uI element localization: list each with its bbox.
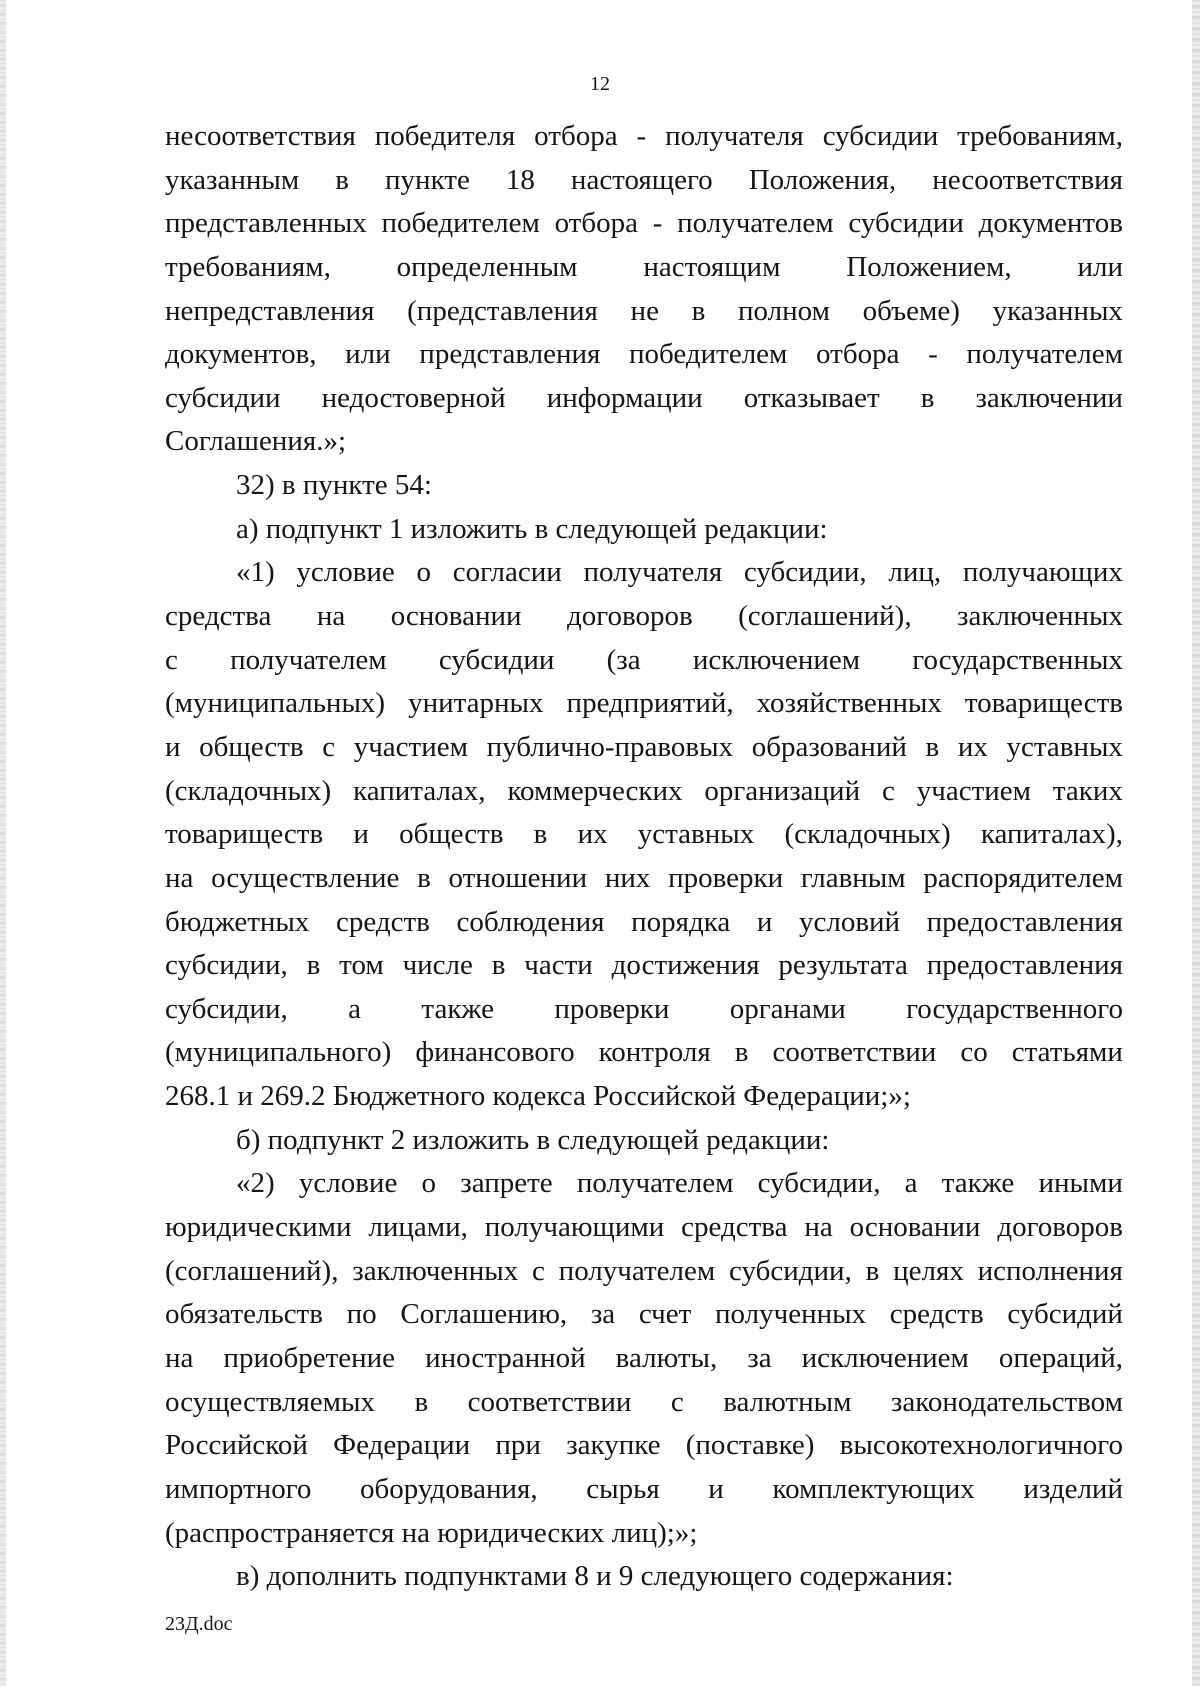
word: победителя bbox=[374, 120, 516, 152]
word: полном bbox=[738, 294, 830, 327]
word: исключением bbox=[801, 1341, 969, 1374]
word: в bbox=[491, 949, 506, 982]
word: комплектующих bbox=[772, 1472, 975, 1505]
word: государственного bbox=[906, 992, 1123, 1025]
word: изделий bbox=[1023, 1472, 1123, 1505]
word: проверки bbox=[554, 992, 670, 1025]
word: средства bbox=[681, 1211, 788, 1244]
word: Соглашению, bbox=[400, 1298, 568, 1331]
word: основании bbox=[849, 1211, 981, 1244]
word: - bbox=[652, 207, 663, 240]
word: высокотехнологичного bbox=[839, 1429, 1123, 1462]
word: уставных bbox=[1006, 730, 1123, 763]
text-line bbox=[165, 1381, 1123, 1425]
text-line bbox=[165, 115, 1123, 159]
word: настоящего bbox=[570, 163, 713, 196]
text-line bbox=[165, 1337, 1123, 1381]
word: субсидии, bbox=[757, 1167, 881, 1200]
word: договоров bbox=[567, 600, 693, 633]
word: в bbox=[417, 861, 431, 894]
word: субсидии, bbox=[165, 949, 288, 982]
word: с bbox=[165, 643, 178, 676]
word: таких bbox=[1052, 774, 1123, 807]
word: финансового bbox=[415, 1036, 575, 1069]
word: основании bbox=[390, 600, 522, 633]
word: получателя bbox=[665, 120, 804, 152]
word: отбора bbox=[534, 120, 618, 152]
word: согласии bbox=[452, 556, 562, 589]
word: субсидии, bbox=[743, 556, 867, 589]
word: средств bbox=[336, 905, 430, 938]
word: том bbox=[339, 949, 384, 982]
word: осуществление bbox=[211, 861, 400, 894]
word: (соглашений), bbox=[738, 600, 912, 633]
word: условий bbox=[798, 905, 901, 938]
word: уставных bbox=[637, 818, 755, 851]
word: несоответствия bbox=[932, 163, 1123, 196]
word: представления bbox=[419, 338, 601, 371]
word: Положения, bbox=[748, 163, 897, 196]
word: в bbox=[925, 730, 940, 763]
footer-filename: 23Д.doc bbox=[165, 1613, 233, 1635]
word: полученных bbox=[715, 1298, 867, 1331]
word: а bbox=[348, 992, 362, 1025]
word: на bbox=[804, 1211, 833, 1244]
word: отказывает bbox=[743, 381, 880, 414]
word: недостоверной bbox=[321, 381, 506, 414]
word: их bbox=[957, 730, 988, 763]
word: информации bbox=[546, 381, 703, 414]
word: лиц, bbox=[888, 556, 942, 589]
word: документов bbox=[978, 207, 1123, 240]
text-line bbox=[165, 1162, 1123, 1206]
word: публично-правовых bbox=[486, 730, 734, 763]
word: по bbox=[346, 1298, 377, 1331]
word: со bbox=[960, 1036, 988, 1069]
word: и bbox=[165, 730, 181, 763]
word: требованиям, bbox=[165, 250, 331, 283]
text-line bbox=[165, 377, 1123, 421]
text-line bbox=[165, 944, 1123, 988]
word: сырья bbox=[586, 1472, 660, 1505]
word: унитарных bbox=[408, 687, 544, 720]
word: с bbox=[670, 1385, 684, 1418]
word: организаций bbox=[704, 774, 861, 807]
word: (представления bbox=[407, 294, 598, 327]
word: средства bbox=[165, 600, 272, 633]
word: целях bbox=[893, 1254, 964, 1287]
word: (складочных) bbox=[784, 818, 951, 851]
word: обществ bbox=[199, 730, 304, 763]
word: (соглашений), bbox=[165, 1254, 339, 1287]
text-line bbox=[165, 1031, 1123, 1075]
word: и bbox=[708, 1472, 724, 1505]
text-line bbox=[165, 901, 1123, 945]
scan-edge-left bbox=[0, 0, 6, 1686]
word: на bbox=[165, 1341, 194, 1374]
word: исключением bbox=[692, 643, 861, 676]
text-line bbox=[165, 290, 1123, 334]
word: с bbox=[322, 730, 336, 763]
word: исполнения bbox=[977, 1254, 1123, 1287]
word: документов, bbox=[165, 338, 317, 371]
word: в bbox=[335, 163, 349, 196]
word: получателем bbox=[966, 338, 1123, 371]
word: с bbox=[882, 774, 895, 807]
word: заключении bbox=[975, 381, 1123, 414]
word: коммерческих bbox=[507, 774, 683, 807]
word: в bbox=[533, 818, 548, 851]
word: субсидии, bbox=[729, 1254, 852, 1287]
text-line bbox=[165, 1424, 1123, 1468]
word: субсидии bbox=[165, 381, 281, 414]
text-line bbox=[165, 1468, 1123, 1512]
word: бюджетных bbox=[165, 905, 310, 938]
word: предприятий, bbox=[566, 687, 734, 720]
word: получателем bbox=[576, 1167, 734, 1200]
word: образований bbox=[751, 730, 907, 763]
word: непредставления bbox=[165, 294, 375, 327]
word: юридическими bbox=[165, 1211, 352, 1244]
word: (муниципальных) bbox=[165, 687, 386, 720]
word: победителем bbox=[629, 338, 788, 371]
word: также bbox=[421, 992, 494, 1025]
text-line: Соглашения.»; bbox=[165, 425, 346, 458]
word: 18 bbox=[505, 163, 535, 196]
word: органами bbox=[729, 992, 846, 1025]
word: получателем bbox=[677, 207, 834, 240]
word: заключенных bbox=[957, 600, 1123, 633]
text-line: а) подпункт 1 изложить в следующей редакции: bbox=[236, 512, 828, 545]
text-line bbox=[165, 159, 1123, 203]
word: капиталах), bbox=[980, 818, 1123, 851]
word: определенным bbox=[396, 250, 578, 283]
text-line bbox=[165, 333, 1123, 377]
word: субсидий bbox=[1007, 1298, 1123, 1331]
word: результата bbox=[778, 949, 908, 982]
word: части bbox=[524, 949, 593, 982]
word: счет bbox=[638, 1298, 692, 1331]
word: субсидии bbox=[822, 120, 939, 152]
word: условие bbox=[296, 556, 395, 589]
page-number: 12 bbox=[590, 73, 610, 95]
word: отбора bbox=[554, 207, 638, 240]
text-line bbox=[165, 1206, 1123, 1250]
word: «2) bbox=[236, 1167, 275, 1200]
word: заключенных bbox=[352, 1254, 519, 1287]
word: средств bbox=[889, 1298, 984, 1331]
word: валютным bbox=[723, 1385, 852, 1418]
word: и bbox=[756, 905, 773, 938]
word: настоящим bbox=[643, 250, 781, 283]
word: или bbox=[345, 338, 391, 371]
word: Российской bbox=[165, 1429, 308, 1462]
word: несоответствия bbox=[165, 120, 356, 152]
word: субсидии bbox=[848, 207, 964, 240]
word: предоставления bbox=[926, 905, 1123, 938]
text-line bbox=[165, 595, 1123, 639]
word: участием bbox=[916, 774, 1032, 807]
word: валюты, bbox=[615, 1341, 718, 1374]
text-line bbox=[165, 726, 1123, 770]
word: получающих bbox=[962, 556, 1123, 589]
word: предоставления bbox=[926, 949, 1123, 982]
text-line: (распространяется на юридических лиц);»; bbox=[165, 1516, 698, 1549]
word: Положением, bbox=[846, 250, 1012, 283]
word: хозяйственных bbox=[756, 687, 942, 720]
word: договоров bbox=[997, 1211, 1123, 1244]
word: товариществ bbox=[165, 818, 324, 851]
word: требованиям, bbox=[957, 120, 1123, 152]
word: - bbox=[928, 338, 938, 371]
word: обществ bbox=[399, 818, 504, 851]
text-line bbox=[165, 246, 1123, 290]
text-line: б) подпункт 2 изложить в следующей редакции: bbox=[236, 1123, 830, 1156]
word: за bbox=[747, 1341, 772, 1374]
word: Федерации bbox=[333, 1429, 471, 1462]
word: представленных bbox=[165, 207, 367, 240]
word: лицами, bbox=[368, 1211, 468, 1244]
text-line: в) дополнить подпунктами 8 и 9 следующего содержания: bbox=[236, 1560, 954, 1593]
word: достижения bbox=[611, 949, 760, 982]
word: в bbox=[691, 294, 706, 327]
word: (поставке) bbox=[685, 1429, 815, 1462]
word: в bbox=[306, 949, 321, 982]
word: обязательств bbox=[165, 1298, 323, 1331]
word: главным bbox=[800, 861, 906, 894]
word: при bbox=[495, 1429, 541, 1462]
word: капиталах, bbox=[353, 774, 486, 807]
word: запрете bbox=[460, 1167, 553, 1200]
word: осуществляемых bbox=[165, 1385, 376, 1418]
word: импортного bbox=[165, 1472, 312, 1505]
word: условие bbox=[298, 1167, 398, 1200]
word: пункте bbox=[385, 163, 470, 196]
text-line bbox=[165, 1250, 1123, 1294]
body-text bbox=[165, 115, 1123, 1599]
word: в bbox=[734, 1036, 749, 1069]
text-line bbox=[165, 770, 1123, 814]
word: их bbox=[577, 818, 608, 851]
word: получателем bbox=[230, 643, 387, 676]
word: товариществ bbox=[964, 687, 1123, 720]
scan-edge-right bbox=[1192, 0, 1200, 1686]
text-line bbox=[165, 813, 1123, 857]
word: получателем bbox=[558, 1254, 716, 1287]
word: а bbox=[904, 1167, 918, 1200]
word: (складочных) bbox=[165, 774, 332, 807]
text-line bbox=[165, 682, 1123, 726]
word: в bbox=[920, 381, 935, 414]
word: контроля bbox=[598, 1036, 711, 1069]
word: операций, bbox=[998, 1341, 1123, 1374]
word: о bbox=[421, 1167, 437, 1200]
word: на bbox=[316, 600, 346, 633]
word: объеме) bbox=[862, 294, 960, 327]
word: соответствии bbox=[772, 1036, 937, 1069]
word: иными bbox=[1038, 1167, 1123, 1200]
word: закупке bbox=[566, 1429, 661, 1462]
text-line bbox=[165, 639, 1123, 683]
text-line bbox=[165, 988, 1123, 1032]
word: также bbox=[941, 1167, 1015, 1200]
word: приобретение bbox=[223, 1341, 396, 1374]
word: проверки bbox=[668, 861, 784, 894]
word: - bbox=[636, 120, 647, 152]
word: и bbox=[353, 818, 369, 851]
word: оборудования, bbox=[360, 1472, 538, 1505]
word: законодательством bbox=[890, 1385, 1123, 1418]
text-line bbox=[165, 202, 1123, 246]
text-line bbox=[165, 1293, 1123, 1337]
word: или bbox=[1077, 250, 1123, 283]
word: распорядителем bbox=[923, 861, 1123, 894]
word: участием bbox=[353, 730, 468, 763]
word: «1) bbox=[236, 556, 275, 589]
word: получателя bbox=[583, 556, 723, 589]
word: отбора bbox=[816, 338, 900, 371]
word: в bbox=[414, 1385, 429, 1418]
word: субсидии, bbox=[165, 992, 288, 1025]
word: победителем bbox=[381, 207, 540, 240]
word: (за bbox=[606, 643, 641, 676]
text-line: 32) в пункте 54: bbox=[236, 469, 432, 502]
word: числе bbox=[402, 949, 473, 982]
word: соблюдения bbox=[456, 905, 605, 938]
word: статьями bbox=[1011, 1036, 1123, 1069]
word: государственных bbox=[912, 643, 1123, 676]
word: них bbox=[604, 861, 651, 894]
word: за bbox=[590, 1298, 616, 1331]
word: иностранной bbox=[425, 1341, 586, 1374]
word: в bbox=[865, 1254, 880, 1287]
word: получающими bbox=[484, 1211, 665, 1244]
word: субсидии bbox=[438, 643, 555, 676]
word: порядка bbox=[631, 905, 731, 938]
word: на bbox=[165, 861, 194, 894]
text-line bbox=[165, 857, 1123, 901]
word: не bbox=[630, 294, 659, 327]
word: соответствии bbox=[467, 1385, 632, 1418]
word: (муниципального) bbox=[165, 1036, 392, 1069]
word: с bbox=[532, 1254, 545, 1287]
text-line: 268.1 и 269.2 Бюджетного кодекса Российской Федерации;»; bbox=[165, 1080, 911, 1113]
text-line bbox=[165, 551, 1123, 595]
word: указанным bbox=[165, 163, 300, 196]
word: отношении bbox=[448, 861, 588, 894]
word: о bbox=[416, 556, 432, 589]
word: указанных bbox=[992, 294, 1123, 327]
